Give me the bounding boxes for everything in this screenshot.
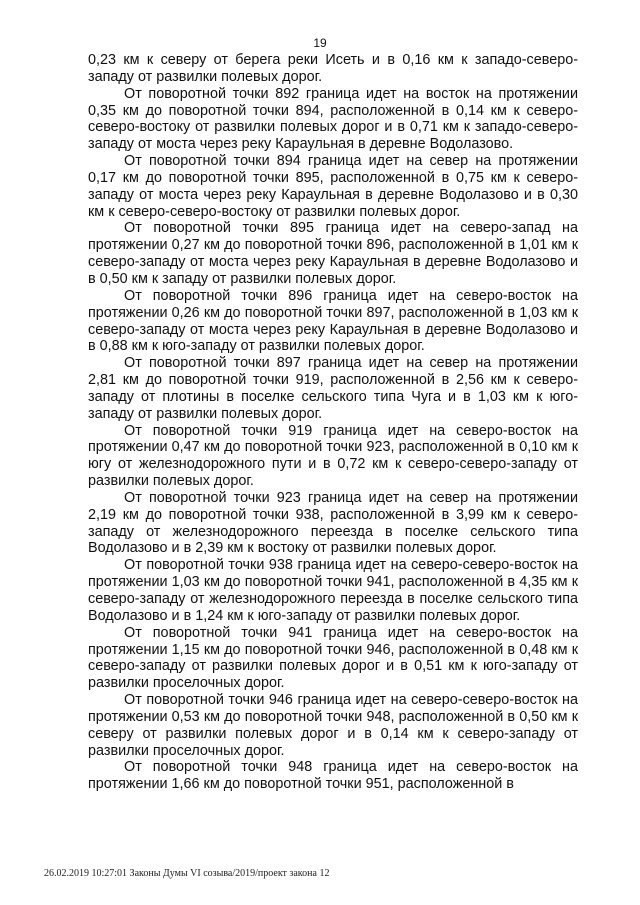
paragraph: От поворотной точки 923 граница идет на север на протяжении 2,19 км до поворотной точки 938, расположенной в 3,99 км к северо-западу от железнодорожного переезда в поселке сельского типа Водолазово и в 2,39 км к востоку от развилки полевых дорог. bbox=[88, 489, 578, 557]
paragraph: От поворотной точки 896 граница идет на северо-восток на протяжении 0,26 км до поворотной точки 897, расположенной в 1,03 км к северо-западу от моста через реку Караульная в деревне Водолазово и в 0,88 км к юго-западу от развилки полевых дорог. bbox=[88, 287, 578, 355]
page-number: 19 bbox=[313, 36, 327, 50]
paragraph: От поворотной точки 946 граница идет на северо-северо-восток на протяжении 0,53 км до поворотной точки 948, расположенной в 0,50 км к северу от развилки полевых дорог и в 0,14 км к северо-западу от развилки проселочных дорог. bbox=[88, 692, 578, 759]
paragraph: От поворотной точки 892 граница идет на восток на протяжении 0,35 км до поворотной точки 894, расположенной в 0,14 км к северо-северо-востоку от развилки полевых дорог и в 0,71 км к западо-северо-западу от моста через реку Караульная в деревне Водолазово. bbox=[88, 85, 578, 153]
paragraph: От поворотной точки 948 граница идет на северо-восток на протяжении 1,66 км до поворотной точки 951, расположенной в bbox=[88, 759, 578, 793]
paragraph: От поворотной точки 919 граница идет на северо-восток на протяжении 0,47 км до поворотной точки 923, расположенной в 0,10 км к югу от железнодорожного пути и в 0,72 км к северо-северо-западу от развилки полевых дорог. bbox=[88, 422, 578, 490]
paragraph: От поворотной точки 941 граница идет на северо-восток на протяжении 1,15 км до поворотной точки 946, расположенной в 0,48 км к северо-западу от развилки полевых дорог и в 0,51 км к юго-западу от развилки проселочных дорог. bbox=[88, 624, 578, 692]
paragraph: От поворотной точки 895 граница идет на северо-запад на протяжении 0,27 км до поворотной точки 896, расположенной в 1,01 км к северо-западу от моста через реку Караульная в деревне Водолазово и в 0,50 км к западу от развилки полевых дорог. bbox=[88, 220, 578, 287]
paragraph: От поворотной точки 938 граница идет на северо-северо-восток на протяжении 1,03 км до поворотной точки 941, расположенной в 4,35 км к северо-западу от железнодорожного переезда в поселке сельского типа Водолазово и в 1,24 км к юго-западу от развилки полевых дорог. bbox=[88, 557, 578, 624]
paragraph: 0,23 км к северу от берега реки Исеть и в 0,16 км к западо-северо-западу от развилки полевых дорог. bbox=[88, 52, 578, 85]
paragraph: От поворотной точки 894 граница идет на север на протяжении 0,17 км до поворотной точки 895, расположенной в 0,75 км к северо-западу от моста через реку Караульная в деревне Водолазово и в 0,30 км к северо-северо-востоку от развилки полевых дорог. bbox=[88, 153, 578, 220]
footer-stamp: 26.02.2019 10:27:01 Законы Думы VI созыва/2019/проект закона 12 bbox=[44, 868, 330, 879]
document-body bbox=[88, 52, 578, 793]
paragraph: От поворотной точки 897 граница идет на север на протяжении 2,81 км до поворотной точки 919, расположенной в 2,56 км к северо-западу от плотины в поселке сельского типа Чуга и в 1,03 км к юго-западу от развилки полевых дорог. bbox=[88, 355, 578, 422]
